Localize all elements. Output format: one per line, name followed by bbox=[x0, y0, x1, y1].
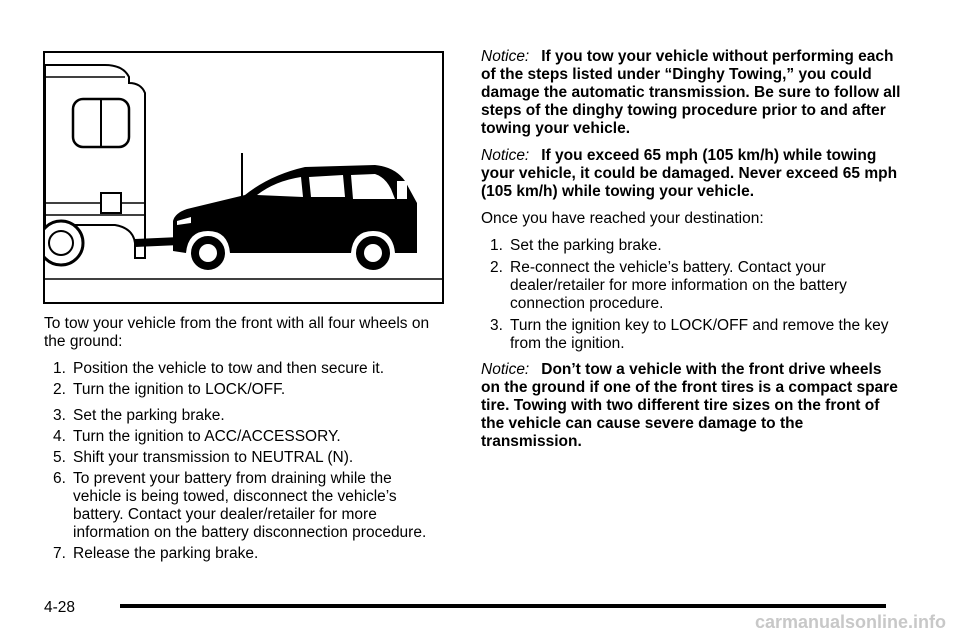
list-item: 3. Turn the ignition key to LOCK/OFF and remove the key from the ignition. bbox=[490, 317, 889, 352]
list-item: 5. Shift your transmission to NEUTRAL (N). bbox=[53, 449, 354, 466]
list-item: 2. Turn the ignition to LOCK/OFF. bbox=[53, 381, 286, 398]
list-item: 2. Re-connect the vehicle’s battery. Contact your dealer/retailer for more information on the battery connection procedure. bbox=[490, 259, 847, 312]
towing-illustration bbox=[43, 51, 444, 304]
notice-spare-tire: Notice: Don’t tow a vehicle with the front drive wheels on the ground if one of the front tires is a compact spare tire. Towing with two different tire sizes on the front of the vehicle can cause severe damage to the transmission. bbox=[481, 361, 898, 450]
list-item: 1. Position the vehicle to tow and then secure it. bbox=[53, 360, 385, 377]
front-tow-intro: To tow your vehicle from the front with all four wheels on the ground: bbox=[44, 315, 430, 350]
page-number: 4-28 bbox=[44, 599, 76, 616]
list-item: 6. To prevent your battery from draining while the vehicle is being towed, disconnect the vehicle’s battery. Contact your dealer/retailer for more information on the battery disconnection procedure. bbox=[53, 470, 427, 541]
car-window-back bbox=[397, 181, 407, 199]
notice-transmission: Notice: If you tow your vehicle without performing each of the steps listed under “Dinghy Towing,” you could damage the automatic transmission. Be sure to follow all steps of the dinghy towing procedure prior to and after towing your vehicle. bbox=[481, 48, 901, 137]
destination-intro: Once you have reached your destination: bbox=[481, 210, 764, 227]
list-item: 1. Set the parking brake. bbox=[490, 237, 662, 254]
notice-speed: Notice: If you exceed 65 mph (105 km/h) while towing your vehicle, it could be damaged. Never exceed 65 mph (105 km/h) while towing your vehicle. bbox=[481, 147, 898, 200]
left-column bbox=[44, 315, 444, 566]
motorhome-panel bbox=[101, 193, 121, 213]
front-tow-steps bbox=[44, 360, 444, 563]
dinghy-tow-drawing bbox=[45, 53, 442, 302]
right-column bbox=[481, 48, 901, 460]
list-item: 7. Release the parking brake. bbox=[53, 545, 259, 562]
list-item: 4. Turn the ignition to ACC/ACCESSORY. bbox=[53, 428, 341, 445]
car-window-middle bbox=[309, 175, 345, 197]
list-item: 3. Set the parking brake. bbox=[53, 407, 225, 424]
watermark: carmanualsonline.info bbox=[754, 612, 946, 632]
destination-steps bbox=[481, 237, 901, 353]
footer-divider bbox=[120, 604, 886, 608]
